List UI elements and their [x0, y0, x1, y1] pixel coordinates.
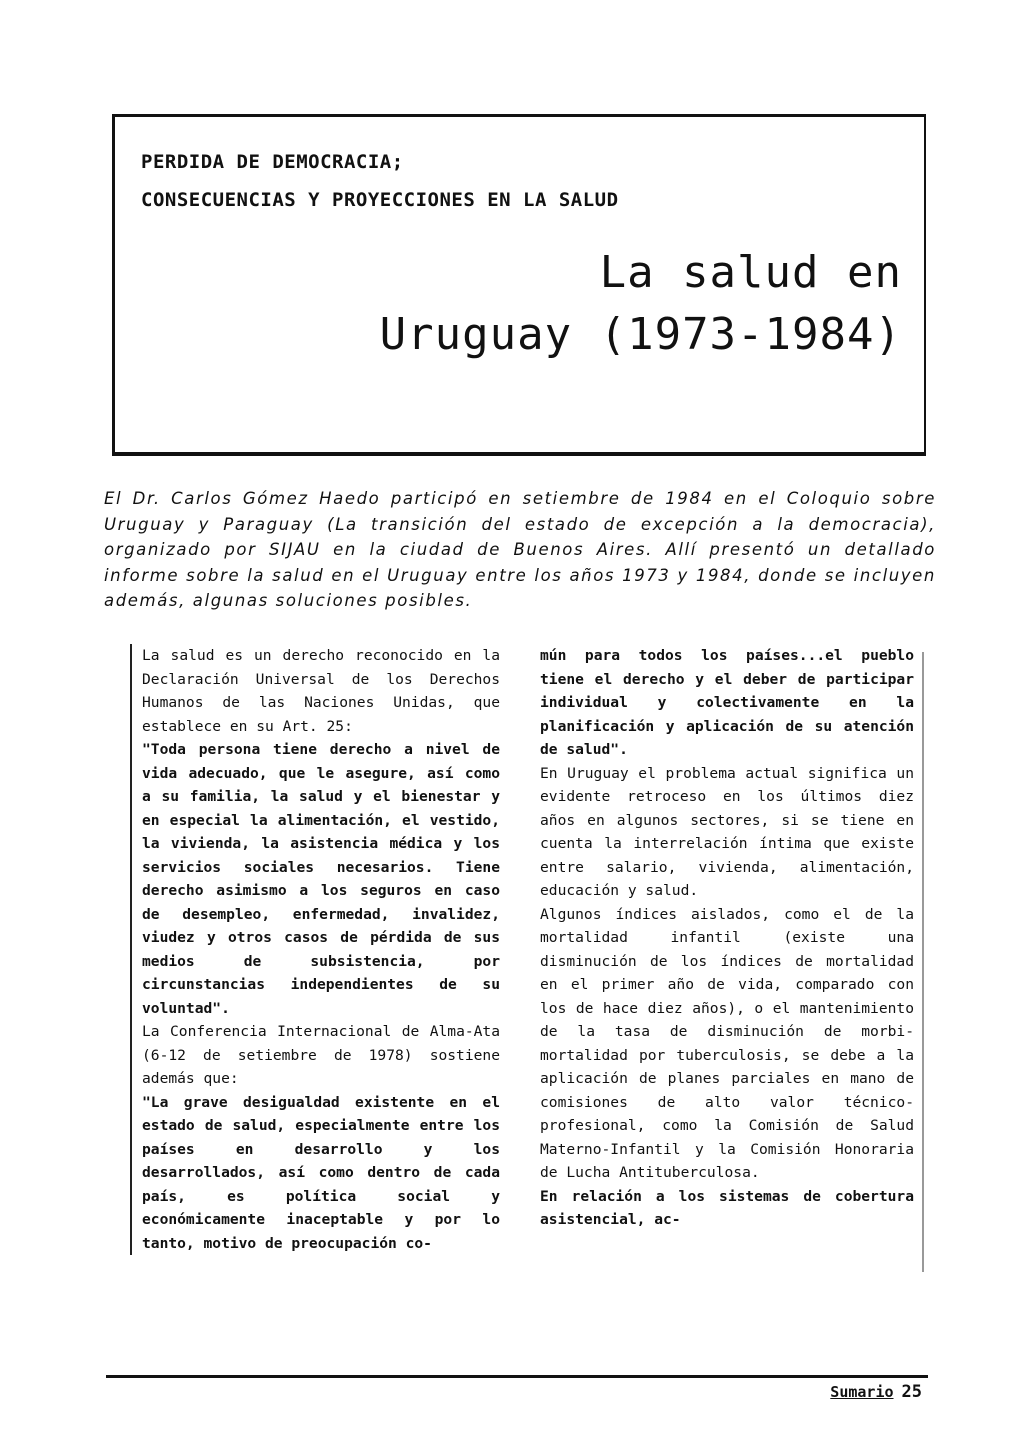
- article-title-line-1: La salud en: [599, 247, 902, 298]
- intro-text: El Dr. Carlos Gómez Haedo participó en setiembre de 1984 en el Coloquio sobre Uruguay y Paraguay (La transición del estado de excepción a la democracia), organizado por SIJAU en la ciudad de Buenos Aires. Allí presentó un detallado informe sobre la salud en el Uruguay entre los años 1973 y 1984, donde se incluyen además, algunas soluciones posibles.: [104, 489, 936, 610]
- article-title-line-2: Uruguay (1973-1984): [379, 309, 902, 360]
- right-paragraph-1: mún para todos los países...el pueblo tiene el derecho y el deber de participar individual y colectivamente en la planificación y aplicación de su atención de salud".: [540, 647, 914, 758]
- right-column: [540, 644, 914, 1232]
- left-paragraph-3: La Conferencia Internacional de Alma-Ata (6-12 de setiembre de 1978) sostiene además que:: [142, 1023, 500, 1087]
- kicker-line-2: CONSECUENCIAS Y PROYECCIONES EN LA SALUD: [141, 189, 619, 211]
- footer-section: Sumario: [830, 1383, 894, 1401]
- left-column: [130, 644, 500, 1255]
- page-footer: [830, 1382, 922, 1402]
- right-paragraph-4: En relación a los sistemas de cobertura asistencial, ac-: [540, 1187, 914, 1228]
- right-paragraph-2: En Uruguay el problema actual significa un evidente retroceso en los últimos diez años en algunos sectores, si se tiene en cuenta la interrelación íntima que existe entre salario, vivienda, alimentación, educación y salud.: [540, 764, 914, 899]
- left-paragraph-1: La salud es un derecho reconocido en la Declaración Universal de los Derechos Humanos de las Naciones Unidas, que establece en su Art. 25:: [142, 647, 500, 735]
- kicker-line-1: PERDIDA DE DEMOCRACIA;: [141, 151, 404, 173]
- bottom-rule: [106, 1375, 928, 1378]
- right-paragraph-3: Algunos índices aislados, como el de la mortalidad infantil (existe una disminución de los índices de mortalidad en el primer año de vida, comparado con los de hace diez años), o el mantenimiento de la tasa de disminución de morbi-mortalidad por tuberculosis, se debe a la aplicación de planes parciales en mano de comisiones de alto valor técnico-profesional, como la Comisión de Salud Materno-Infantil y la Comisión Honoraria de Lucha Antituberculosa.: [540, 905, 914, 1181]
- page-number: 25: [901, 1382, 922, 1402]
- left-paragraph-2: "Toda persona tiene derecho a nivel de vida adecuado, que le asegure, así como a su familia, la salud y el bienestar y en especial la alimentación, el vestido, la vivienda, la asistencia médica y los servicios sociales necesarios. Tiene derecho asimismo a los seguros en caso de desempleo, enfermedad, invalidez, viudez y otros casos de pérdida de sus medios de subsistencia, por circunstancias independientes de su voluntad".: [142, 741, 500, 1017]
- column-rule: [922, 652, 924, 1272]
- intro-paragraph: [104, 486, 936, 614]
- left-paragraph-4: "La grave desigualdad existente en el estado de salud, especialmente entre los países en desarrollo y los desarrollados, así como dentro de cada país, es política social y económicamente inaceptable y por lo tanto, motivo de preocupación co-: [142, 1093, 500, 1252]
- header-box: [112, 114, 926, 456]
